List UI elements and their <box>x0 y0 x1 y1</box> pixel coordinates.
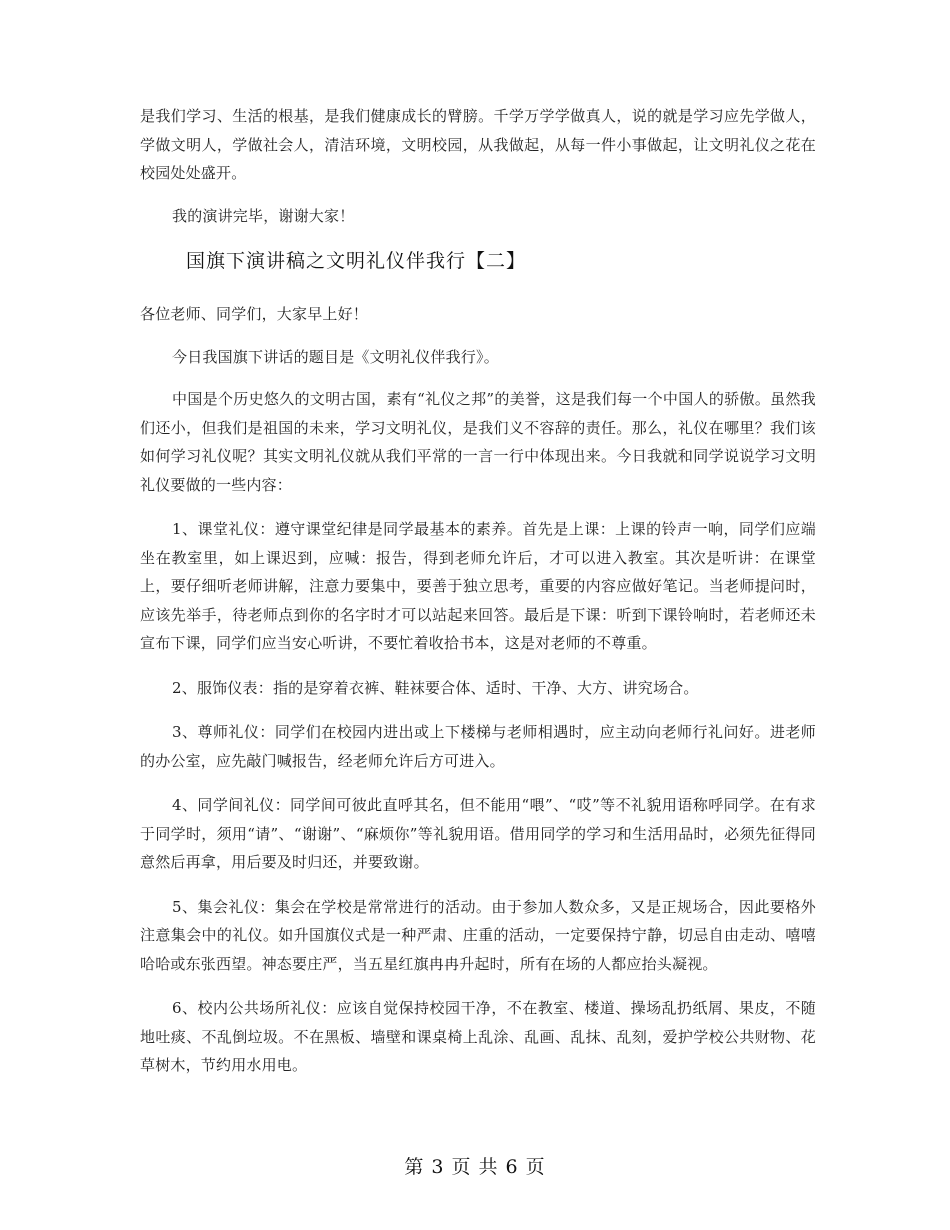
page-footer: 第 3 页 共 6 页 <box>404 1156 546 1178</box>
intro-paragraph: 是我们学习、生活的根基，是我们健康成长的臂膀。千学万学学做真人，说的就是学习应先学做人，学做文明人，学做社会人，清洁环境，文明校园，从我做起，从每一件小事做起，让文明礼仪之花在校园处处盛开。 <box>140 107 816 182</box>
list-item: 3、尊师礼仪：同学们在校园内进出或上下楼梯与老师相遇时，应主动向老师行礼问好。进老师的办公室，应先敲门喊报告，经老师允许后方可进入。 <box>140 723 816 770</box>
body-paragraph: 中国是个历史悠久的文明古国，素有“礼仪之邦”的美誉，这是我们每一个中国人的骄傲。虽然我们还小，但我们是祖国的未来，学习文明礼仪，是我们义不容辞的责任。那么，礼仪在哪里？我们该如何学习礼仪呢？其实文明礼仪就从我们平常的一言一行中体现出来。今日我就和同学说说学习文明礼仪要做的一些内容： <box>140 390 816 494</box>
list-item: 2、服饰仪表：指的是穿着衣裤、鞋袜要合体、适时、干净、大方、讲究场合。 <box>172 678 699 697</box>
document-body <box>140 102 816 1080</box>
list-item: 5、集会礼仪：集会在学校是常常进行的活动。由于参加人数众多，又是正规场合，因此要格外注意集会中的礼仪。如升国旗仪式是一种严肃、庄重的活动，一定要保持宁静，切忌自由走动、嘻嘻哈哈或东张西望。神态要庄严，当五星红旗冉冉升起时，所有在场的人都应抬头凝视。 <box>140 897 816 973</box>
section-title: 国旗下演讲稿之文明礼仪伴我行【二】 <box>186 250 527 272</box>
topic-line: 今日我国旗下讲话的题目是《文明礼仪伴我行》。 <box>172 347 499 366</box>
list-item: 4、同学间礼仪：同学间可彼此直呼其名，但不能用“喂”、“哎”等不礼貌用语称呼同学。在有求于同学时，须用“请”、“谢谢”、“麻烦你”等礼貌用语。借用同学的学习和生活用品时，必须先征得同意然后再拿，用后要及时归还，并要致谢。 <box>140 796 816 871</box>
list-item: 6、校内公共场所礼仪：应该自觉保持校园干净，不在教室、楼道、操场乱扔纸屑、果皮，不随地吐痰、不乱倒垃圾。不在黑板、墙壁和课桌椅上乱涂、乱画、乱抹、乱刻，爱护学校公共财物、花草树木，节约用水用电。 <box>140 999 816 1074</box>
list-item: 1、课堂礼仪：遵守课堂纪律是同学最基本的素养。首先是上课：上课的铃声一响，同学们应端坐在教室里，如上课迟到，应喊：报告，得到老师允许后，才可以进入教室。其次是听讲：在课堂上，要仔细听老师讲解，注意力要集中，要善于独立思考，重要的内容应做好笔记。当老师提问时，应该先举手，待老师点到你的名字时才可以站起来回答。最后是下课：听到下课铃响时，若老师还未宣布下课，同学们应当安心听讲，不要忙着收拾书本，这是对老师的不尊重。 <box>140 520 816 652</box>
closing-line: 我的演讲完毕，谢谢大家！ <box>172 206 355 225</box>
greeting: 各位老师、同学们，大家早上好！ <box>140 305 369 323</box>
